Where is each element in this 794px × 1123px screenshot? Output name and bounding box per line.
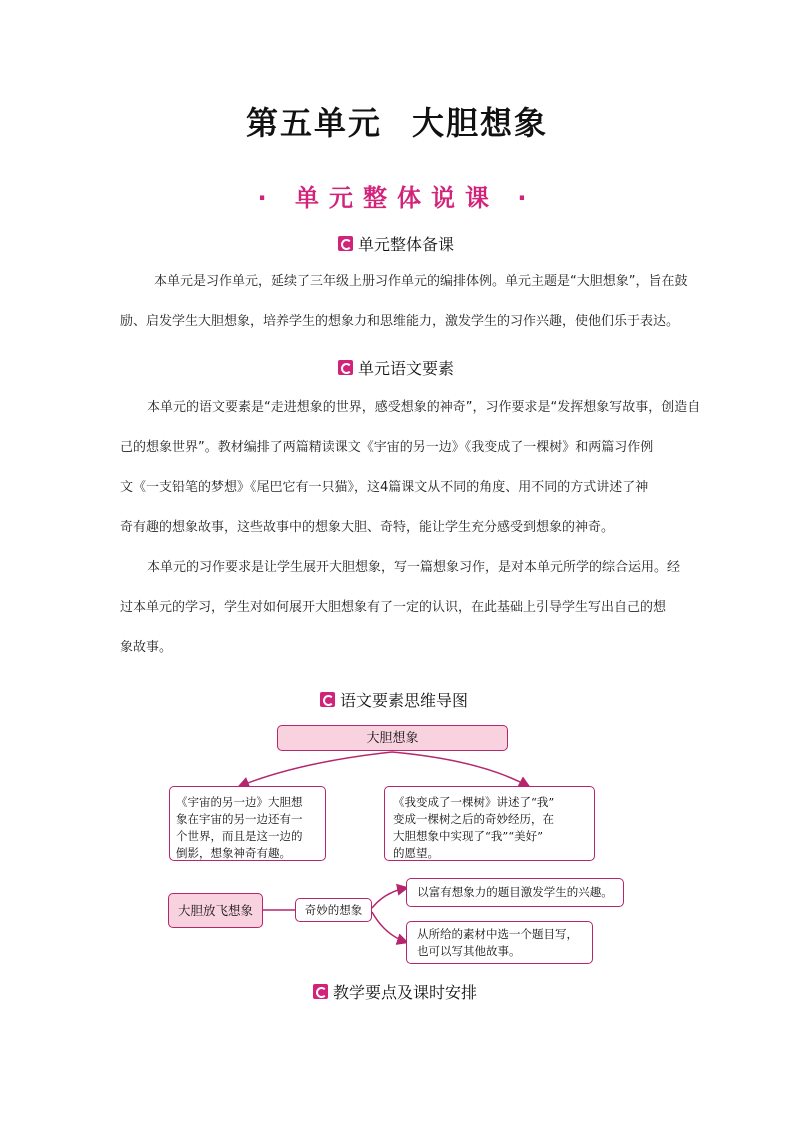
box-line: 也可以写其他故事。 [417, 944, 521, 958]
box-line: 倒影，想象神奇有趣。 [176, 846, 291, 860]
node-label: 奇妙的想象 [304, 902, 363, 917]
section-heading-label: 教学要点及课时安排 [333, 983, 478, 1002]
section-marker-icon [313, 984, 328, 999]
box-line: 《宇宙的另一边》大胆想 [176, 795, 303, 809]
node-label: 大胆放飞想象 [177, 903, 253, 918]
mindmap-leaf-1 [406, 878, 624, 907]
mindmap-root [277, 725, 508, 751]
paragraph-line: 本单元的语文要素是“走进想象的世界，感受想象的神奇”，习作要求是“发挥想象写故事，创造自 [147, 400, 701, 415]
section-heading-label: 语文要素思维导图 [340, 691, 469, 710]
mindmap-leaf-2 [406, 921, 593, 964]
section-heading-label: 单元整体备课 [358, 235, 455, 254]
mindmap-root-label: 大胆想象 [366, 730, 419, 746]
title-theme: 大胆想象 [412, 104, 549, 142]
box-line: 《我变成了一棵树》讲述了“我” [393, 795, 555, 809]
connector-b-leaf2 [372, 912, 406, 942]
mindmap-node-wonderful [295, 898, 372, 922]
connector-root-left [240, 752, 392, 786]
paragraph-line: 文《一支铅笔的梦想》《尾巴它有一只猫》，这4篇课文从不同的角度、用不同的方式讲述了神 [120, 480, 649, 495]
connector-root-right [392, 752, 528, 786]
paragraph-line: 己的想象世界”。教材编排了两篇精读课文《宇宙的另一边》《我变成了一棵树》和两篇习作例 [120, 440, 654, 455]
paragraph-line: 象故事。 [120, 640, 173, 655]
paragraph-line: 励、启发学生大胆想象，培养学生的想象力和思维能力，激发学生的习作兴趣，使他们乐于表达。 [120, 314, 680, 329]
section-heading-4 [313, 980, 477, 1003]
paragraph-line: 奇有趣的想象故事，这些故事中的想象大胆、奇特，能让学生充分感受到想象的神奇。 [120, 520, 615, 535]
leaf-label: 以富有想象力的题目激发学生的兴趣。 [417, 885, 613, 899]
paragraph-line: 本单元是习作单元，延续了三年级上册习作单元的编排体例。单元主题是“大胆想象”，旨在鼓 [154, 274, 688, 289]
box-line: 大胆想象中实现了“我”“美好” [393, 829, 544, 843]
subtitle-dot-left: · [257, 184, 277, 212]
mindmap-node-bold-imagination [168, 893, 263, 928]
box-line: 变成一棵树之后的奇妙经历，在 [393, 812, 554, 826]
box-line: 的愿望。 [393, 846, 439, 860]
mindmap-left-box [169, 786, 326, 861]
box-line: 从所给的素材中选一个题目写， [417, 927, 578, 941]
section-heading-label: 单元语文要素 [358, 359, 455, 378]
paragraph-line: 本单元的习作要求是让学生展开大胆想象，写一篇想象习作，是对本单元所学的综合运用。经 [147, 560, 681, 575]
paragraph-line: 过本单元的学习，学生对如何展开大胆想象有了一定的认识，在此基础上引导学生写出自己的想 [120, 600, 667, 615]
subtitle-text: 单元整体说课 [295, 184, 499, 212]
title-unit: 第五单元 [245, 104, 382, 142]
mindmap-right-box [384, 786, 595, 861]
subtitle-dot-right: · [517, 184, 537, 212]
box-line: 象在宇宙的另一边还有一 [176, 812, 303, 826]
box-line: 个世界，而且是这一边的 [176, 829, 303, 843]
connector-b-leaf1 [372, 888, 406, 908]
